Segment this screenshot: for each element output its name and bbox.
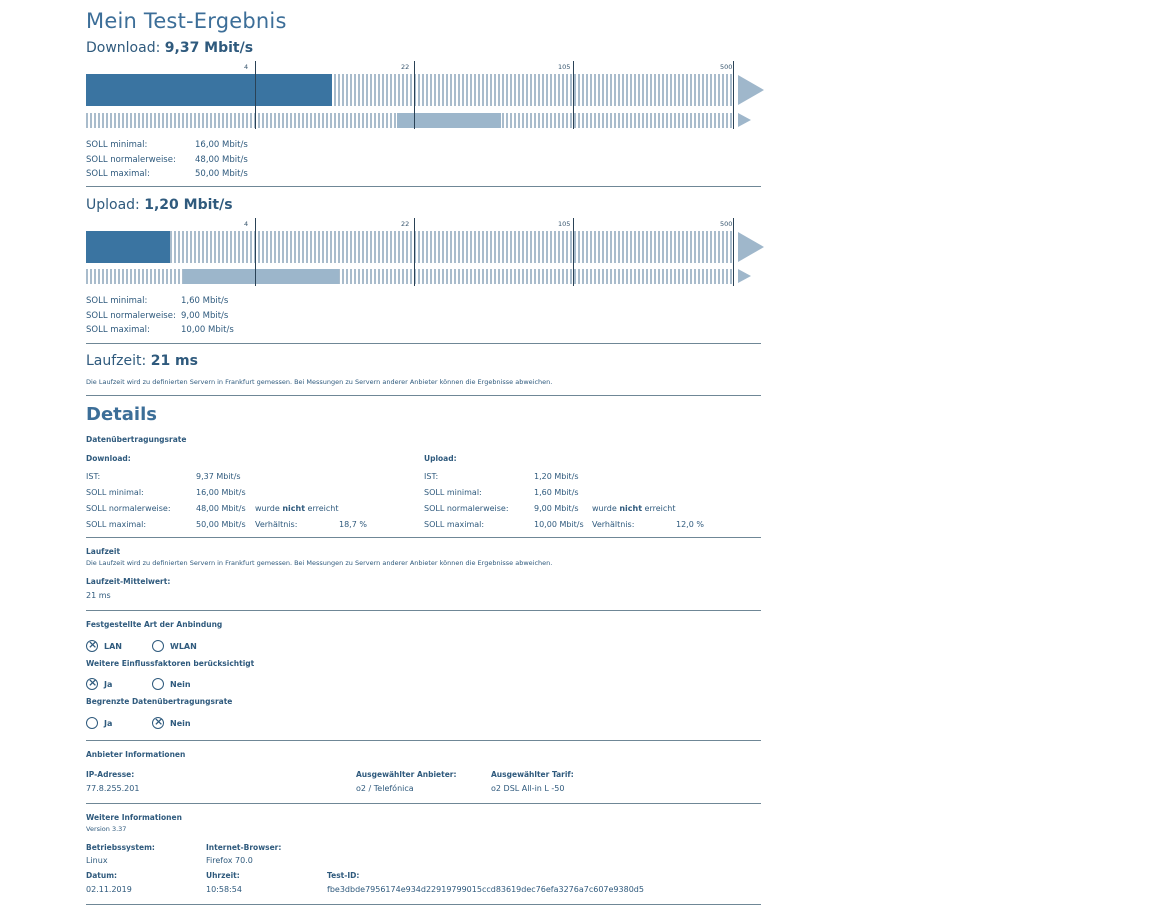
time-label: Uhrzeit: <box>206 871 240 880</box>
upload-track <box>86 231 734 263</box>
browser-label: Internet-Browser: <box>206 843 282 852</box>
divider <box>86 186 761 187</box>
tariff-label: Ausgewählter Tarif: <box>491 770 574 779</box>
soll-label: SOLL maximal: <box>86 169 150 179</box>
scale-label-105: 105 <box>558 63 571 71</box>
testid-label: Test-ID: <box>327 871 360 880</box>
divider <box>86 803 761 804</box>
soll-label: SOLL normalerweise: <box>86 154 176 165</box>
factors-title: Weitere Einflussfaktoren berücksichtigt <box>86 659 255 668</box>
version-text: Version 3.37 <box>86 825 127 833</box>
details-title: Details <box>86 404 157 425</box>
radio-limited-nein[interactable] <box>152 717 164 729</box>
radio-limited-nein-label: Nein <box>170 719 191 728</box>
os-label: Betriebssystem: <box>86 843 155 852</box>
row-label: SOLL maximal: <box>86 520 147 529</box>
latency-label: Laufzeit: <box>86 353 147 369</box>
page-title: Mein Test-Ergebnis <box>86 9 287 33</box>
radio-lan[interactable] <box>86 640 98 652</box>
upload-heading <box>86 197 233 213</box>
soll-value: 16,00 Mbit/s <box>195 140 248 150</box>
row-label: IST: <box>424 472 439 481</box>
download-soll-list <box>86 138 248 182</box>
row-label: SOLL normalerweise: <box>424 504 509 513</box>
details-download-heading: Download: <box>86 454 131 463</box>
row-value: 48,00 Mbit/s <box>196 504 246 513</box>
soll-value: 10,00 Mbit/s <box>181 325 234 335</box>
arrow-right-icon <box>738 75 764 105</box>
status-text: wurde nicht erreicht <box>592 504 676 513</box>
scale-label-22: 22 <box>401 63 410 71</box>
ip-value: 77.8.255.201 <box>86 784 140 793</box>
latency-details-note: Die Laufzeit wird zu definierten Servern in Frankfurt gemessen. Bei Messungen zu Servern anderer Anbieter können die Ergebnisse abweichen. <box>86 559 553 567</box>
latency-mean-label: Laufzeit-Mittelwert: <box>86 577 171 586</box>
soll-value: 1,60 Mbit/s <box>181 296 229 306</box>
radio-wlan[interactable] <box>152 640 164 652</box>
row-label: SOLL minimal: <box>86 488 144 497</box>
upload-range-bar <box>183 269 339 284</box>
os-value: Linux <box>86 856 108 865</box>
row-label: IST: <box>86 472 101 481</box>
row-value: 16,00 Mbit/s <box>196 488 246 497</box>
row-value: 9,00 Mbit/s <box>534 504 579 513</box>
upload-soll-list <box>86 294 234 338</box>
upload-value: 1,20 Mbit/s <box>144 197 233 213</box>
soll-value: 48,00 Mbit/s <box>195 154 248 165</box>
upload-label: Upload: <box>86 197 140 213</box>
latency-value: 21 ms <box>150 353 198 369</box>
connection-title: Festgestellte Art der Anbindung <box>86 620 223 629</box>
scale-label-500: 500 <box>720 220 733 228</box>
download-label: Download: <box>86 40 161 56</box>
scale-label-22: 22 <box>401 220 410 228</box>
status-text: wurde nicht erreicht <box>255 504 339 513</box>
ip-label: IP-Adresse: <box>86 770 135 779</box>
radio-factors-nein[interactable] <box>152 678 164 690</box>
divider <box>86 395 761 396</box>
scale-label-4: 4 <box>244 220 249 228</box>
ratio-value: 12,0 % <box>676 520 704 529</box>
row-value: 50,00 Mbit/s <box>196 520 246 529</box>
details-upload-heading: Upload: <box>424 454 457 463</box>
download-heading <box>86 40 253 56</box>
browser-value: Firefox 70.0 <box>206 856 253 865</box>
row-value: 9,37 Mbit/s <box>196 472 241 481</box>
divider <box>86 610 761 611</box>
divider <box>86 904 761 905</box>
row-value: 1,20 Mbit/s <box>534 472 579 481</box>
scale-divider <box>733 218 734 286</box>
divider <box>86 740 761 741</box>
latency-details-title: Laufzeit <box>86 547 121 556</box>
details-download-rows <box>86 469 367 533</box>
scale-label-500: 500 <box>720 63 733 71</box>
upload-level-bar <box>86 231 170 263</box>
arrow-right-icon <box>738 269 751 283</box>
download-meter <box>86 61 766 131</box>
soll-value: 50,00 Mbit/s <box>195 169 248 179</box>
soll-value: 9,00 Mbit/s <box>181 310 229 321</box>
radio-limited-ja[interactable] <box>86 717 98 729</box>
more-title: Weitere Informationen <box>86 813 182 822</box>
rate-title: Datenübertragungsrate <box>86 435 187 444</box>
radio-factors-ja-label: Ja <box>104 680 113 689</box>
scale-divider <box>733 61 734 129</box>
scale-divider <box>255 218 256 286</box>
divider <box>86 343 761 344</box>
scale-divider <box>255 61 256 129</box>
latency-heading <box>86 353 198 369</box>
scale-divider <box>414 61 415 129</box>
time-value: 10:58:54 <box>206 885 242 894</box>
download-range-bar <box>397 113 501 128</box>
scale-divider <box>573 218 574 286</box>
provider-label: Ausgewählter Anbieter: <box>356 770 457 779</box>
tariff-value: o2 DSL All-in L -50 <box>491 784 565 793</box>
download-value: 9,37 Mbit/s <box>164 40 254 56</box>
row-value: 1,60 Mbit/s <box>534 488 579 497</box>
latency-mean-value: 21 ms <box>86 591 111 600</box>
radio-wlan-label: WLAN <box>170 642 197 651</box>
soll-label: SOLL minimal: <box>86 140 148 150</box>
soll-label: SOLL minimal: <box>86 296 148 306</box>
provider-title: Anbieter Informationen <box>86 750 186 759</box>
download-level-bar <box>86 74 332 106</box>
provider-value: o2 / Telefónica <box>356 784 414 793</box>
row-label: SOLL maximal: <box>424 520 485 529</box>
radio-limited-ja-label: Ja <box>104 719 113 728</box>
scale-label-105: 105 <box>558 220 571 228</box>
radio-lan-label: LAN <box>104 642 122 651</box>
soll-label: SOLL maximal: <box>86 325 150 335</box>
arrow-right-icon <box>738 113 751 127</box>
ratio-value: 18,7 % <box>339 520 367 529</box>
upload-meter <box>86 218 766 288</box>
scale-label-4: 4 <box>244 63 249 71</box>
radio-factors-nein-label: Nein <box>170 680 191 689</box>
row-label: SOLL minimal: <box>424 488 482 497</box>
divider <box>86 537 761 538</box>
date-value: 02.11.2019 <box>86 885 132 894</box>
ratio-label: Verhältnis: <box>592 520 635 529</box>
scale-divider <box>414 218 415 286</box>
testid-value: fbe3dbde7956174e934d22919799015ccd83619dec76efa3276a7c607e9380d5 <box>327 885 644 894</box>
soll-label: SOLL normalerweise: <box>86 310 176 321</box>
row-label: SOLL normalerweise: <box>86 504 171 513</box>
radio-factors-ja[interactable] <box>86 678 98 690</box>
date-label: Datum: <box>86 871 118 880</box>
arrow-right-icon <box>738 232 764 262</box>
latency-note: Die Laufzeit wird zu definierten Servern in Frankfurt gemessen. Bei Messungen zu Servern anderer Anbieter können die Ergebnisse abweichen. <box>86 378 553 386</box>
ratio-label: Verhältnis: <box>255 520 298 529</box>
details-upload-rows <box>424 469 704 533</box>
row-value: 10,00 Mbit/s <box>534 520 584 529</box>
limited-title: Begrenzte Datenübertragungsrate <box>86 697 233 706</box>
scale-divider <box>573 61 574 129</box>
